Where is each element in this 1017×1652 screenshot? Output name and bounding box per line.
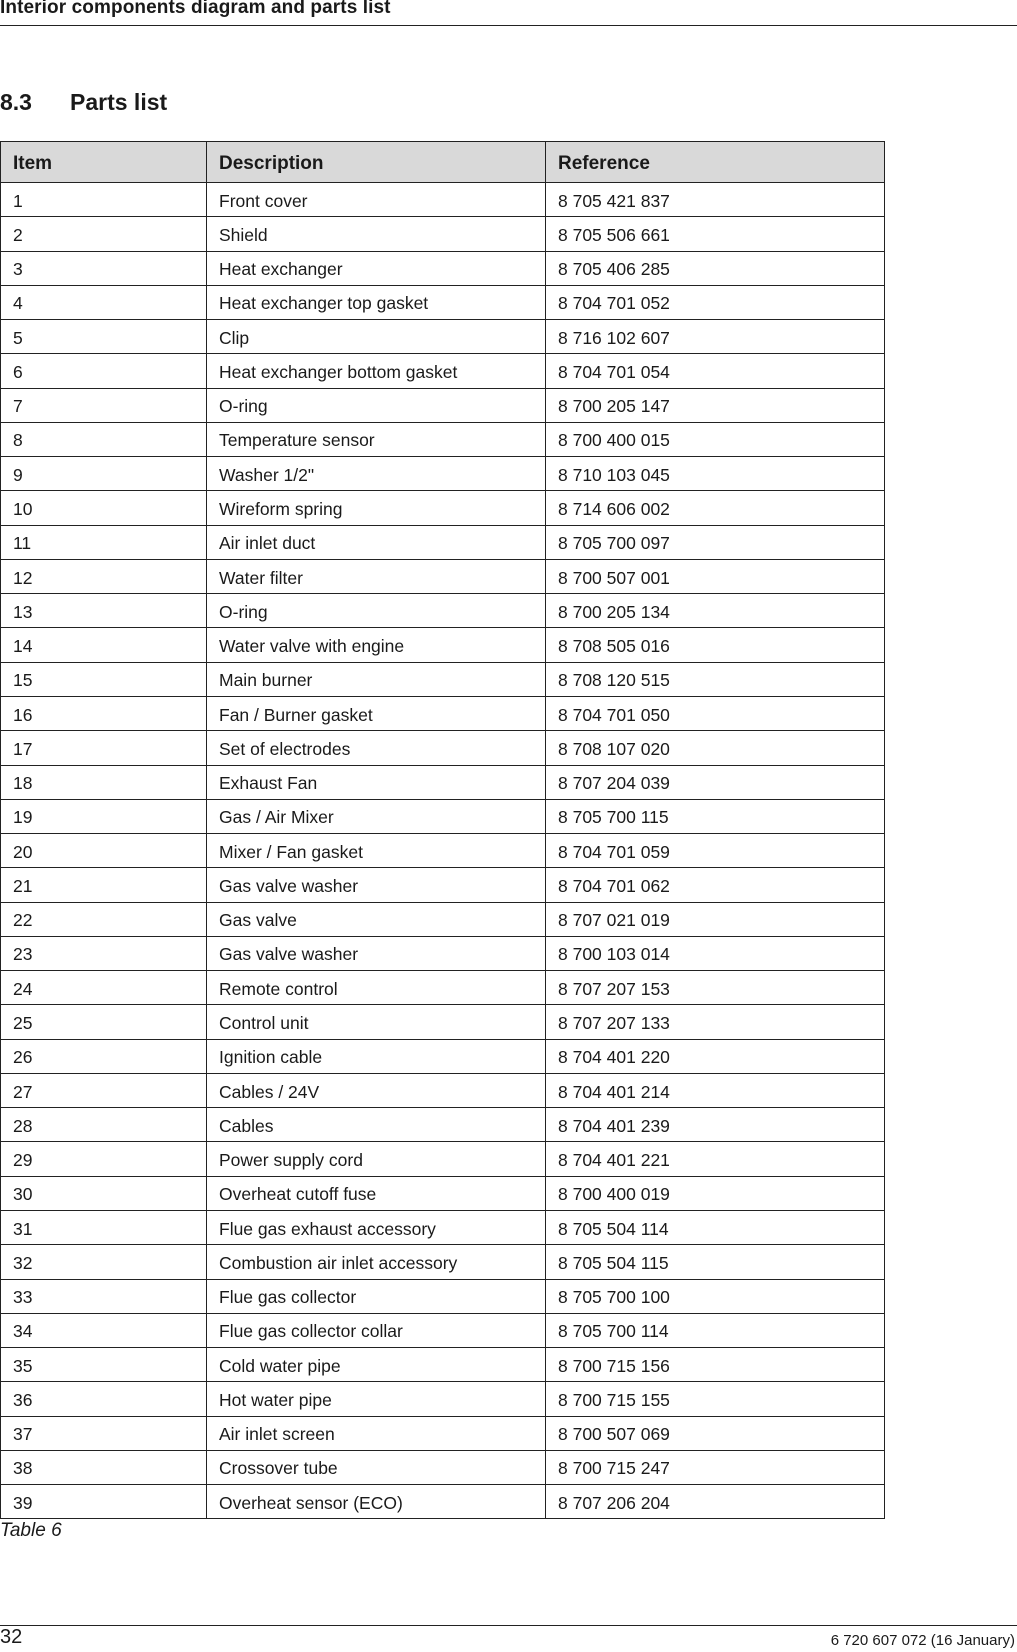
cell-description: Air inlet duct bbox=[207, 525, 546, 559]
cell-item: 36 bbox=[1, 1382, 207, 1416]
cell-reference: 8 705 504 114 bbox=[546, 1210, 885, 1244]
cell-item: 9 bbox=[1, 457, 207, 491]
table-row bbox=[1, 354, 885, 388]
cell-description: Heat exchanger top gasket bbox=[207, 285, 546, 319]
table-row bbox=[1, 731, 885, 765]
cell-reference: 8 700 103 014 bbox=[546, 936, 885, 970]
cell-item: 10 bbox=[1, 491, 207, 525]
cell-reference: 8 700 205 147 bbox=[546, 388, 885, 422]
cell-reference: 8 705 421 837 bbox=[546, 183, 885, 217]
cell-item: 39 bbox=[1, 1485, 207, 1519]
cell-item: 34 bbox=[1, 1313, 207, 1347]
table-row bbox=[1, 1039, 885, 1073]
cell-description: Cables bbox=[207, 1108, 546, 1142]
cell-description: Gas valve washer bbox=[207, 936, 546, 970]
table-row bbox=[1, 525, 885, 559]
cell-reference: 8 704 701 059 bbox=[546, 834, 885, 868]
cell-description: Crossover tube bbox=[207, 1450, 546, 1484]
column-header-reference: Reference bbox=[546, 142, 885, 183]
cell-description: Water valve with engine bbox=[207, 628, 546, 662]
cell-description: Mixer / Fan gasket bbox=[207, 834, 546, 868]
cell-description: Cold water pipe bbox=[207, 1348, 546, 1382]
running-header bbox=[0, 0, 1017, 26]
cell-reference: 8 704 401 220 bbox=[546, 1039, 885, 1073]
cell-item: 23 bbox=[1, 936, 207, 970]
table-header-row bbox=[1, 142, 885, 183]
table-row bbox=[1, 594, 885, 628]
cell-reference: 8 704 401 221 bbox=[546, 1142, 885, 1176]
table-row bbox=[1, 834, 885, 868]
cell-description: O-ring bbox=[207, 388, 546, 422]
cell-item: 5 bbox=[1, 320, 207, 354]
cell-description: Ignition cable bbox=[207, 1039, 546, 1073]
cell-item: 25 bbox=[1, 1005, 207, 1039]
cell-item: 31 bbox=[1, 1210, 207, 1244]
cell-reference: 8 707 207 153 bbox=[546, 971, 885, 1005]
column-header-item: Item bbox=[1, 142, 207, 183]
cell-reference: 8 704 401 239 bbox=[546, 1108, 885, 1142]
cell-item: 26 bbox=[1, 1039, 207, 1073]
cell-reference: 8 714 606 002 bbox=[546, 491, 885, 525]
cell-item: 21 bbox=[1, 868, 207, 902]
cell-description: Control unit bbox=[207, 1005, 546, 1039]
table-row bbox=[1, 628, 885, 662]
section-number: 8.3 bbox=[0, 89, 32, 115]
cell-reference: 8 700 715 156 bbox=[546, 1348, 885, 1382]
table-row bbox=[1, 1005, 885, 1039]
cell-description: O-ring bbox=[207, 594, 546, 628]
cell-description: Overheat cutoff fuse bbox=[207, 1176, 546, 1210]
cell-description: Wireform spring bbox=[207, 491, 546, 525]
cell-description: Overheat sensor (ECO) bbox=[207, 1485, 546, 1519]
running-header-title: Interior components diagram and parts list bbox=[0, 0, 391, 18]
cell-item: 7 bbox=[1, 388, 207, 422]
table-row bbox=[1, 320, 885, 354]
table-row bbox=[1, 1313, 885, 1347]
parts-table-body bbox=[1, 183, 885, 1519]
table-row bbox=[1, 1450, 885, 1484]
cell-description: Exhaust Fan bbox=[207, 765, 546, 799]
cell-description: Hot water pipe bbox=[207, 1382, 546, 1416]
cell-description: Air inlet screen bbox=[207, 1416, 546, 1450]
table-row bbox=[1, 1176, 885, 1210]
cell-item: 2 bbox=[1, 217, 207, 251]
cell-item: 17 bbox=[1, 731, 207, 765]
cell-item: 15 bbox=[1, 662, 207, 696]
cell-description: Washer 1/2" bbox=[207, 457, 546, 491]
document-reference: 6 720 607 072 (16 January) bbox=[830, 1632, 1015, 1649]
cell-item: 18 bbox=[1, 765, 207, 799]
table-row bbox=[1, 1210, 885, 1244]
cell-description: Gas / Air Mixer bbox=[207, 799, 546, 833]
table-row bbox=[1, 1073, 885, 1107]
cell-reference: 8 704 701 052 bbox=[546, 285, 885, 319]
cell-item: 6 bbox=[1, 354, 207, 388]
table-row bbox=[1, 868, 885, 902]
cell-reference: 8 716 102 607 bbox=[546, 320, 885, 354]
parts-table bbox=[0, 141, 885, 1519]
cell-description: Front cover bbox=[207, 183, 546, 217]
cell-reference: 8 707 204 039 bbox=[546, 765, 885, 799]
table-row bbox=[1, 491, 885, 525]
cell-item: 12 bbox=[1, 559, 207, 593]
table-row bbox=[1, 902, 885, 936]
cell-item: 20 bbox=[1, 834, 207, 868]
cell-description: Shield bbox=[207, 217, 546, 251]
cell-item: 13 bbox=[1, 594, 207, 628]
table-row bbox=[1, 765, 885, 799]
cell-item: 4 bbox=[1, 285, 207, 319]
cell-item: 38 bbox=[1, 1450, 207, 1484]
cell-reference: 8 704 701 062 bbox=[546, 868, 885, 902]
cell-description: Flue gas collector bbox=[207, 1279, 546, 1313]
cell-item: 37 bbox=[1, 1416, 207, 1450]
cell-reference: 8 708 120 515 bbox=[546, 662, 885, 696]
footer-rule bbox=[0, 1625, 1017, 1626]
cell-item: 29 bbox=[1, 1142, 207, 1176]
cell-reference: 8 700 507 069 bbox=[546, 1416, 885, 1450]
cell-item: 3 bbox=[1, 251, 207, 285]
cell-reference: 8 700 400 019 bbox=[546, 1176, 885, 1210]
table-row bbox=[1, 559, 885, 593]
cell-item: 11 bbox=[1, 525, 207, 559]
table-row bbox=[1, 1382, 885, 1416]
table-row bbox=[1, 799, 885, 833]
cell-reference: 8 710 103 045 bbox=[546, 457, 885, 491]
cell-item: 32 bbox=[1, 1245, 207, 1279]
cell-reference: 8 700 205 134 bbox=[546, 594, 885, 628]
table-row bbox=[1, 1279, 885, 1313]
cell-description: Cables / 24V bbox=[207, 1073, 546, 1107]
cell-reference: 8 705 700 100 bbox=[546, 1279, 885, 1313]
cell-description: Remote control bbox=[207, 971, 546, 1005]
table-row bbox=[1, 1348, 885, 1382]
cell-reference: 8 700 715 155 bbox=[546, 1382, 885, 1416]
table-row bbox=[1, 1142, 885, 1176]
cell-description: Gas valve washer bbox=[207, 868, 546, 902]
cell-item: 33 bbox=[1, 1279, 207, 1313]
table-row bbox=[1, 662, 885, 696]
table-row bbox=[1, 1416, 885, 1450]
table-row bbox=[1, 251, 885, 285]
cell-description: Heat exchanger bottom gasket bbox=[207, 354, 546, 388]
cell-reference: 8 700 400 015 bbox=[546, 422, 885, 456]
table-row bbox=[1, 285, 885, 319]
cell-description: Fan / Burner gasket bbox=[207, 696, 546, 730]
cell-description: Main burner bbox=[207, 662, 546, 696]
table-row bbox=[1, 183, 885, 217]
cell-item: 16 bbox=[1, 696, 207, 730]
cell-reference: 8 705 406 285 bbox=[546, 251, 885, 285]
cell-item: 24 bbox=[1, 971, 207, 1005]
section-title: Parts list bbox=[70, 89, 168, 115]
table-caption: Table 6 bbox=[0, 1520, 62, 1541]
cell-description: Flue gas collector collar bbox=[207, 1313, 546, 1347]
table-row bbox=[1, 1245, 885, 1279]
cell-reference: 8 704 401 214 bbox=[546, 1073, 885, 1107]
cell-description: Set of electrodes bbox=[207, 731, 546, 765]
table-row bbox=[1, 696, 885, 730]
cell-reference: 8 708 107 020 bbox=[546, 731, 885, 765]
cell-reference: 8 705 506 661 bbox=[546, 217, 885, 251]
cell-description: Heat exchanger bbox=[207, 251, 546, 285]
page-number: 32 bbox=[0, 1626, 23, 1648]
cell-item: 8 bbox=[1, 422, 207, 456]
cell-item: 28 bbox=[1, 1108, 207, 1142]
table-row bbox=[1, 936, 885, 970]
cell-reference: 8 705 504 115 bbox=[546, 1245, 885, 1279]
cell-reference: 8 704 701 050 bbox=[546, 696, 885, 730]
cell-reference: 8 707 021 019 bbox=[546, 902, 885, 936]
cell-item: 14 bbox=[1, 628, 207, 662]
cell-reference: 8 707 206 204 bbox=[546, 1485, 885, 1519]
table-row bbox=[1, 217, 885, 251]
cell-item: 27 bbox=[1, 1073, 207, 1107]
table-row bbox=[1, 971, 885, 1005]
cell-reference: 8 700 715 247 bbox=[546, 1450, 885, 1484]
table-row bbox=[1, 388, 885, 422]
column-header-description: Description bbox=[207, 142, 546, 183]
cell-item: 35 bbox=[1, 1348, 207, 1382]
cell-reference: 8 700 507 001 bbox=[546, 559, 885, 593]
table-row bbox=[1, 422, 885, 456]
cell-item: 19 bbox=[1, 799, 207, 833]
cell-description: Water filter bbox=[207, 559, 546, 593]
cell-description: Power supply cord bbox=[207, 1142, 546, 1176]
cell-reference: 8 704 701 054 bbox=[546, 354, 885, 388]
cell-item: 30 bbox=[1, 1176, 207, 1210]
table-row bbox=[1, 1108, 885, 1142]
cell-reference: 8 707 207 133 bbox=[546, 1005, 885, 1039]
cell-item: 1 bbox=[1, 183, 207, 217]
cell-item: 22 bbox=[1, 902, 207, 936]
table-row bbox=[1, 457, 885, 491]
cell-reference: 8 708 505 016 bbox=[546, 628, 885, 662]
cell-reference: 8 705 700 115 bbox=[546, 799, 885, 833]
section-heading bbox=[0, 89, 167, 116]
cell-description: Clip bbox=[207, 320, 546, 354]
cell-reference: 8 705 700 097 bbox=[546, 525, 885, 559]
cell-description: Combustion air inlet accessory bbox=[207, 1245, 546, 1279]
cell-description: Temperature sensor bbox=[207, 422, 546, 456]
cell-reference: 8 705 700 114 bbox=[546, 1313, 885, 1347]
cell-description: Flue gas exhaust accessory bbox=[207, 1210, 546, 1244]
table-row bbox=[1, 1485, 885, 1519]
cell-description: Gas valve bbox=[207, 902, 546, 936]
